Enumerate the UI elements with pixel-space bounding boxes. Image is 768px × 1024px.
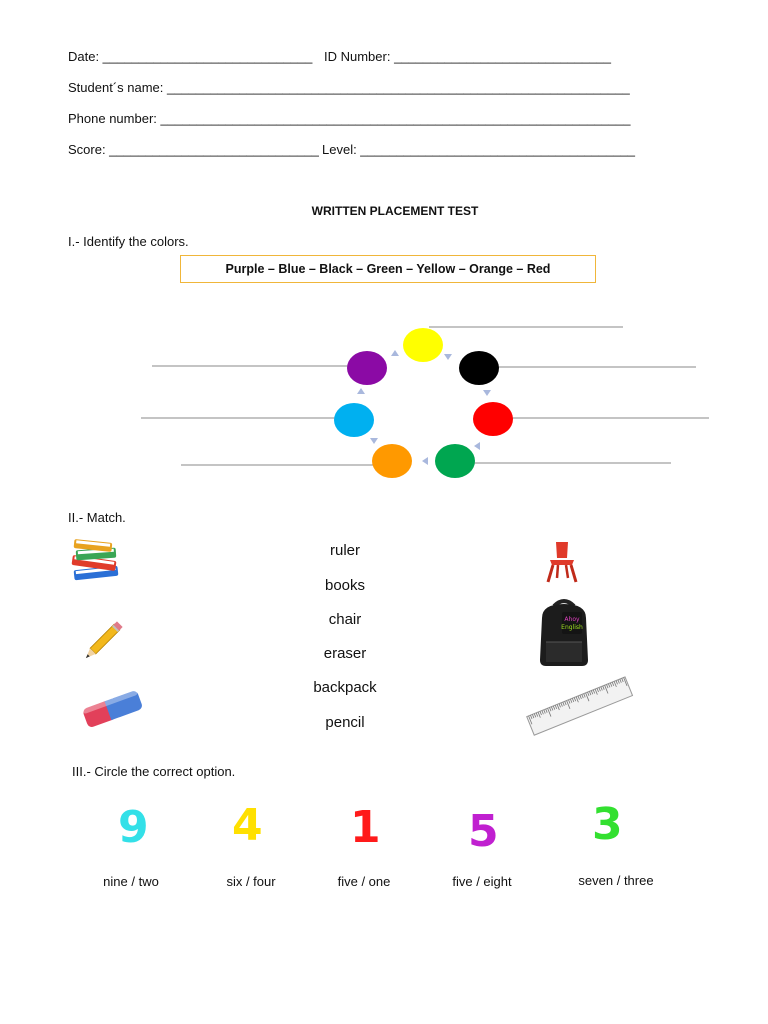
black-circle (459, 351, 499, 385)
blue-circle (334, 403, 374, 437)
eraser-image[interactable] (78, 685, 148, 735)
choice-six-four[interactable]: six / four (226, 874, 276, 889)
numeral-4: 4 (232, 800, 263, 851)
arrow-icon (474, 442, 480, 450)
numeral-1: 1 (350, 802, 381, 853)
svg-text:English: English (561, 624, 583, 631)
choice-seven-three[interactable]: seven / three (578, 873, 654, 888)
section3-heading: III.- Circle the correct option. (72, 764, 236, 779)
arrow-icon (357, 388, 365, 394)
green-circle (435, 444, 475, 478)
match-word-ruler[interactable]: ruler (329, 542, 360, 559)
page-title: WRITTEN PLACEMENT TEST (311, 204, 479, 218)
numeral-3: 3 (592, 799, 623, 850)
pencil-image[interactable] (80, 622, 120, 666)
ruler-image[interactable] (525, 672, 635, 742)
purple-circle (347, 351, 387, 385)
choice-five-eight[interactable]: five / eight (452, 874, 512, 889)
arrow-icon (444, 354, 452, 360)
arrow-icon (483, 390, 491, 396)
choice-five-one[interactable]: five / one (337, 874, 391, 889)
backpack-image[interactable] (532, 598, 596, 668)
date-field[interactable]: Date: _____________________________ (68, 49, 313, 64)
arrow-icon (391, 350, 399, 356)
svg-text:Ahoy: Ahoy (564, 616, 580, 623)
match-word-backpack[interactable]: backpack (313, 679, 377, 696)
phone-number-field[interactable]: Phone number: _________________________________________________________________ (68, 111, 631, 126)
match-word-chair[interactable]: chair (328, 611, 362, 628)
section2-heading: II.- Match. (68, 510, 126, 525)
arrow-icon (422, 457, 428, 465)
orange-circle (372, 444, 412, 478)
section1-heading: I.- Identify the colors. (68, 234, 189, 249)
numeral-9: 9 (118, 802, 149, 853)
score-field[interactable]: Score: _____________________________ (68, 142, 319, 157)
books-image[interactable] (68, 538, 128, 588)
chair-image[interactable] (542, 538, 582, 586)
level-field[interactable]: Level: ______________________________________ (322, 142, 636, 157)
yellow-circle (403, 328, 443, 362)
numeral-5: 5 (468, 806, 499, 857)
arrow-icon (370, 438, 378, 444)
student-name-field[interactable]: Student´s name: ________________________________________________________________ (68, 80, 630, 95)
match-word-pencil[interactable]: pencil (325, 714, 365, 731)
id-number-field[interactable]: ID Number: ______________________________ (324, 49, 611, 64)
match-word-books[interactable]: books (324, 577, 366, 594)
color-word-bank-text: Purple – Blue – Black – Green – Yellow – Orange – Red (225, 262, 551, 276)
match-word-eraser[interactable]: eraser (323, 645, 367, 662)
choice-nine-two[interactable]: nine / two (103, 874, 159, 889)
red-circle (473, 402, 513, 436)
